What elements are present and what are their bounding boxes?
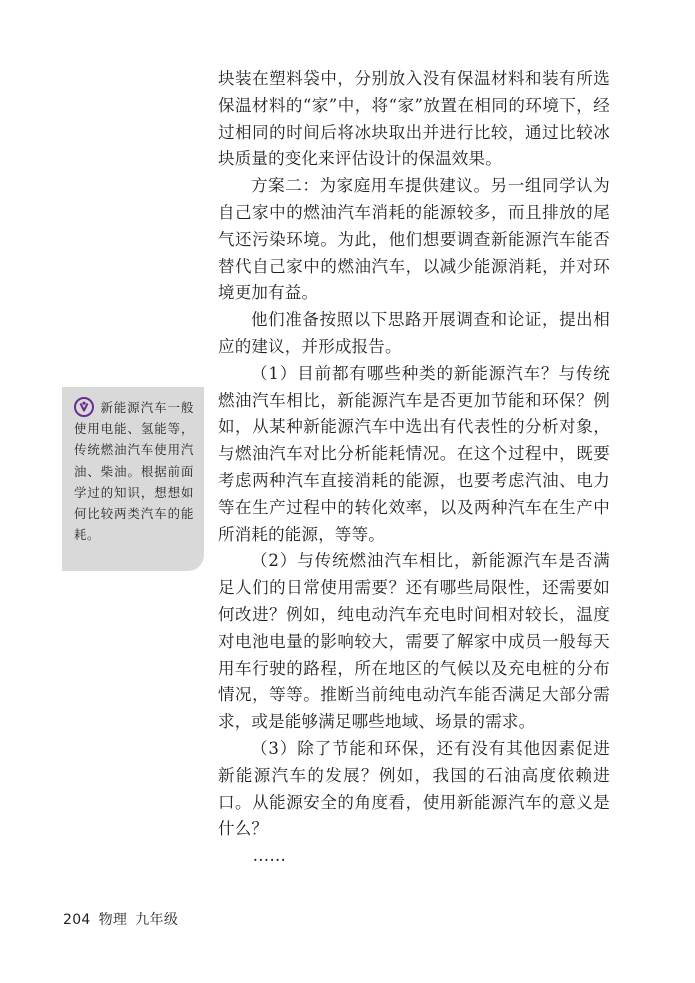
paragraph-6: （3）除了节能和环保，还有没有其他因素促进新能源汽车的发展？例如，我国的石油高度依赖进口。从能源安全的角度看，使用新能源汽车的意义是什么？	[218, 738, 610, 839]
page-footer	[63, 909, 178, 929]
sidebar-tip-text: 新能源汽车一般使用电能、氢能等，传统燃油汽车使用汽油、柴油。根据前面学过的知识，想想如何比较两类汽车的能耗。	[74, 400, 194, 543]
lightbulb-icon	[74, 397, 94, 417]
paragraph-5: （2）与传统燃油汽车相比，新能源汽车是否满足人们的日常使用需要？还有哪些局限性，还需要如何改进？例如，纯电动汽车充电时间相对较长，温度对电池电量的影响较大，需要了解家中成员一般每天用车行驶的路程，所在地区的气候以及充电桩的分布情况，等等。推断当前纯电动汽车能否满足大部分需求，或是能够满足哪些地域、场景的需求。	[218, 551, 610, 732]
paragraph-3: 他们准备按照以下思路开展调查和论证，提出相应的建议，并形成报告。	[218, 310, 610, 356]
paragraph-1: 块装在塑料袋中，分别放入没有保温材料和装有所选保温材料的“家”中，将“家”放置在相同的环境下，经过相同的时间后将冰块取出并进行比较，通过比较冰块质量的变化来评估设计的保温效果。	[218, 69, 610, 169]
grade-label: 九年级	[135, 912, 179, 928]
main-text	[218, 66, 610, 870]
paragraph-4: （1）目前都有哪些种类的新能源汽车？与传统燃油汽车相比，新能源汽车是否更加节能和环保？例如，从某种新能源汽车中选出有代表性的分析对象，与燃油汽车对比分析能耗情况。在这个过程中，既要考虑两种汽车直接消耗的能源，也要考虑汽油、电力等在生产过程中的转化效率，以及两种汽车在生产中所消耗的能源，等等。	[218, 363, 610, 544]
ellipsis: ……	[252, 846, 287, 866]
subject-label: 物理	[98, 912, 128, 928]
paragraph-2: 方案二：为家庭用车提供建议。另一组同学认为自己家中的燃油汽车消耗的能源较多，而且排放的尾气还污染环境。为此，他们想要调查新能源汽车能否替代自己家中的燃油汽车，以减少能源消耗，并对环境更加有益。	[218, 176, 610, 303]
page-number: 204	[63, 912, 91, 928]
sidebar-tip-box	[62, 387, 204, 571]
